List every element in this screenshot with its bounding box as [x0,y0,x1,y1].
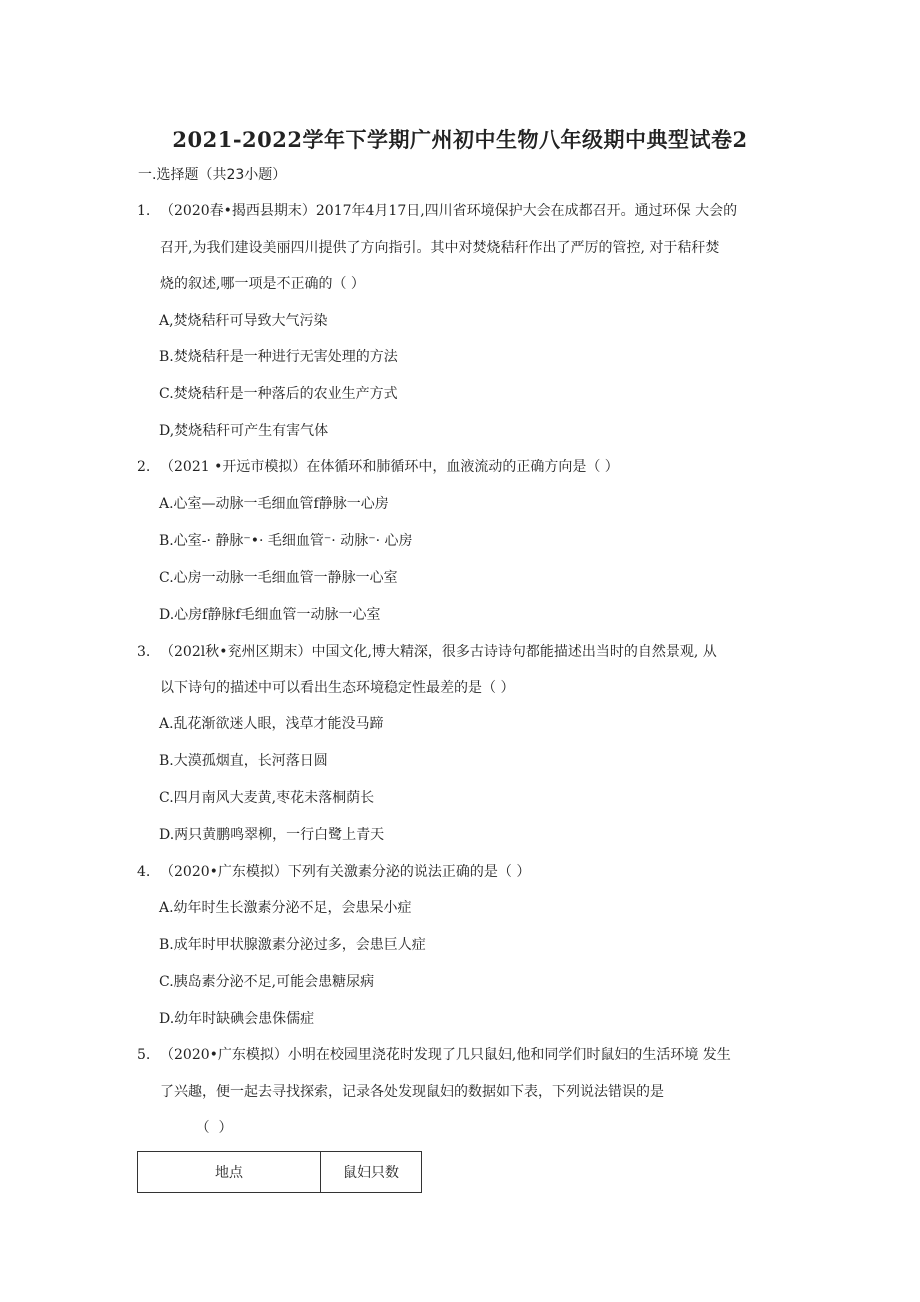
question-3-option-d: D.两只黄鹏鸣翠柳，一行白鹭上青天 [159,827,385,843]
question-2-number: 2. [137,459,151,475]
question-1-line-1: （2020春•揭西县期末）2017年4月17日,四川省环境保护大会在成都召开。通过环保 大会的 [160,203,738,219]
question-5-line-2: 了兴趣，便一起去寻找探索，记录各处发现鼠妇的数据如下表，下列说法错误的是 [160,1084,664,1100]
question-4-option-a: A.幼年时生长激素分泌不足，会患呆小症 [159,900,412,916]
question-4-option-d: D.幼年时缺碘会患侏儒症 [159,1011,315,1027]
question-1-option-a: A,焚烧秸秆可导致大气污染 [159,313,328,329]
data-table [137,1151,422,1193]
table-header-row [138,1152,422,1193]
question-4-option-c: C.胰岛素分泌不足,可能会患糖尿病 [159,974,375,990]
question-5-line-3: （ ） [160,1120,233,1136]
section-heading: 一.选择题（共23小题） [138,167,287,183]
question-5-line-1: （2020•广东模拟）小明在校园里浇花时发现了几只鼠妇,他和同学们时鼠妇的生活环境 发生 [160,1047,731,1063]
question-2-option-b: B.心室-· 静脉⁻•· 毛细血管⁻· 动脉⁻· 心房 [159,533,413,549]
question-4-line-1: （2020•广东模拟）下列有关激素分泌的说法正确的是（ ） [160,864,531,880]
question-2-option-a: A.心室—动脉一毛细血管f静脉一心房 [159,496,389,512]
question-3-option-b: B.大漠孤烟直，长河落日圆 [159,753,328,769]
question-3-line-1: （202l秋•兖州区期末）中国文化,博大精深，很多古诗诗句都能描述出当时的自然景观, 从 [160,644,717,660]
table-header-count: 鼠妇只数 [321,1152,422,1193]
question-1-line-3: 烧的叙述,哪一项是不正确的（ ） [160,276,365,292]
question-1-option-d: D,焚烧秸秆可产生有害气体 [159,423,329,439]
question-4-option-b: B.成年时甲状腺激素分泌过多，会患巨人症 [159,937,426,953]
question-1-number: 1. [137,203,151,219]
question-2-line-1: （2021 •开远市模拟）在体循环和肺循环中，血液流动的正确方向是（ ） [160,459,619,475]
question-3-option-a: A.乱花渐欲迷人眼，浅草才能没马蹄 [159,716,384,732]
question-3-option-c: C.四月南风大麦黄,枣花未落桐荫长 [159,790,375,806]
table-header-location: 地点 [138,1152,321,1193]
question-2-option-c: C.心房一动脉一毛细血管一静脉一心室 [159,570,398,586]
question-1-option-b: B.焚烧秸秆是一种进行无害处理的方法 [159,349,398,365]
question-2-option-d: D.心房f静脉f毛细血管一动脉一心室 [159,607,381,623]
question-5-number: 5. [137,1047,151,1063]
question-1-line-2: 召开,为我们建设美丽四川提供了方向指引。其中对焚烧秸秆作出了严厉的管控, 对于秸秆焚 [160,240,720,256]
question-4-number: 4. [137,864,151,880]
document-title: 2021-2022学年下学期广州初中生物八年级期中典型试卷2 [172,127,748,152]
question-3-line-2: 以下诗句的描述中可以看出生态环境稳定性最差的是（ ） [160,680,515,696]
question-3-number: 3. [137,644,151,660]
question-1-option-c: C.焚烧秸秆是一种落后的农业生产方式 [159,386,398,402]
